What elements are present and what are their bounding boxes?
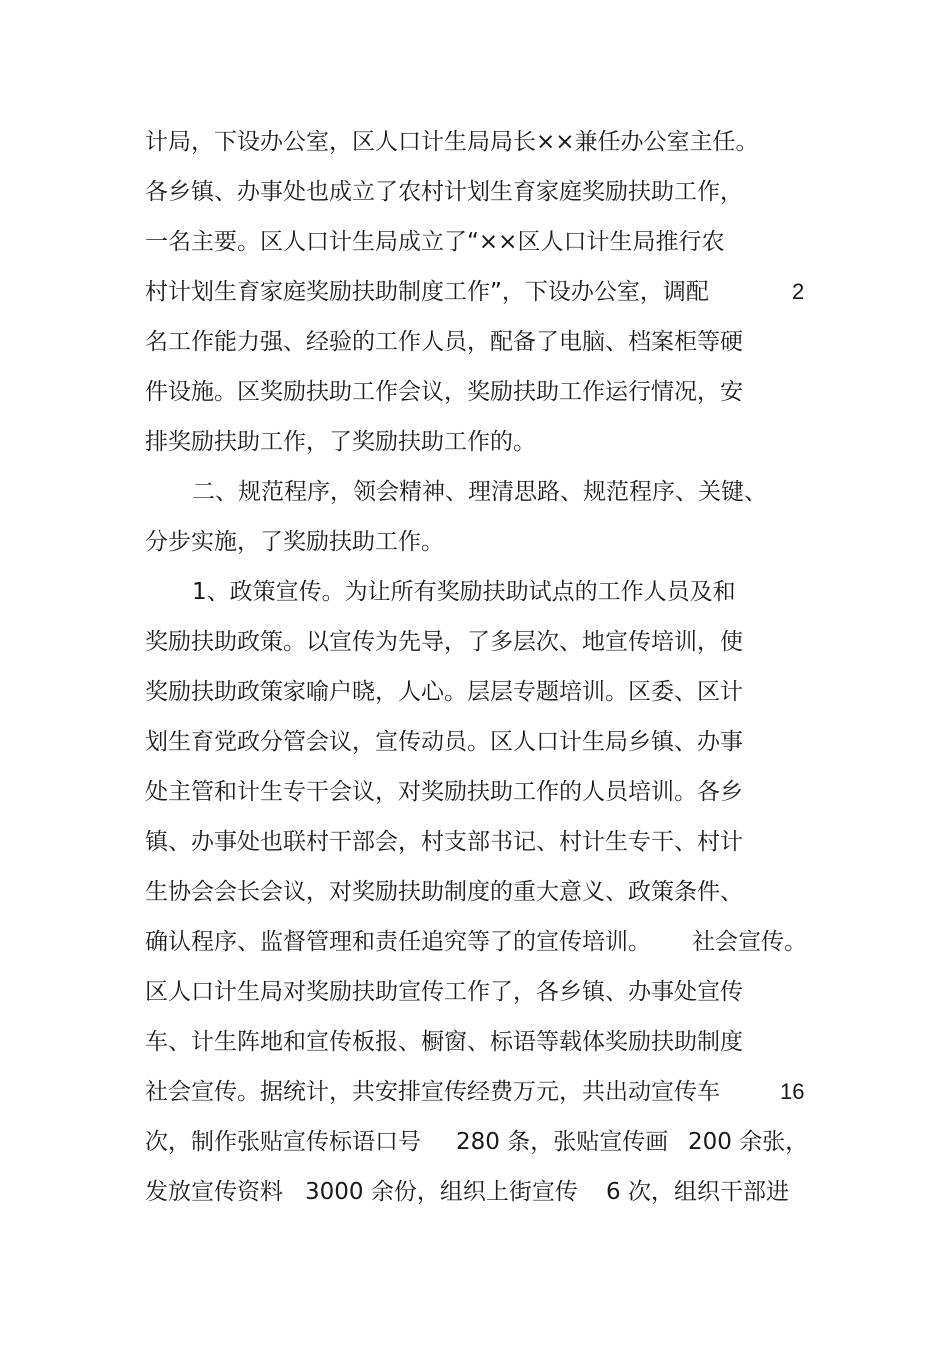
margin-number: 16 (780, 1079, 805, 1104)
text-line-21-b: 280 条，张贴宣传画 (456, 1129, 669, 1155)
text-line-1: 计局，下设办公室，区人口计生局局长××兼任办公室主任。 (145, 129, 759, 155)
text-line-13: 划生育党政分管会议，宣传动员。区人口计生局乡镇、办事 (145, 729, 743, 755)
text-line-6: 件设施。区奖励扶助工作会议，奖励扶助工作运行情况，安 (145, 379, 743, 405)
text-line-12: 奖励扶助政策家喻户晓，人心。层层专题培训。区委、区计 (145, 679, 743, 705)
text-line-15: 镇、办事处也联村干部会，村支部书记、村计生专干、村计 (145, 829, 743, 855)
text-line-11: 奖励扶助政策。以宣传为先导，了多层次、地宣传培训，使 (145, 629, 743, 655)
text-line-3: 一名主要。区人口计生局成立了“××区人口计生局推行农 (145, 229, 725, 255)
text-line-19: 车、计生阵地和宣传板报、橱窗、标语等载体奖励扶助制度 (145, 1029, 743, 1055)
margin-number: 2 (792, 279, 805, 304)
text-line-22: 发放宣传资料 (145, 1179, 283, 1205)
text-line-21-c: 200 余张， (688, 1129, 809, 1155)
text-line-4: 村计划生育家庭奖励扶助制度工作”，下设办公室，调配 (145, 279, 709, 305)
subsection-line: 1、政策宣传。为让所有奖励扶助试点的工作人员及和 (192, 579, 736, 605)
text-line-5: 名工作能力强、经验的工作人员，配备了电脑、档案柜等硬 (145, 329, 743, 355)
text-line-22-b: 3000 余份，组织上街宣传 (305, 1179, 578, 1205)
text-line-17: 确认程序、监督管理和责任追究等了的宣传培训。 (145, 929, 651, 955)
section-heading: 二、规范程序，领会精神、理清思路、规范程序、关键、 (192, 479, 767, 505)
text-line-14: 处主管和计生专干会议，对奖励扶助工作的人员培训。各乡 (145, 779, 743, 805)
text-line-16: 生协会会长会议，对奖励扶助制度的重大意义、政策条件、 (145, 879, 743, 905)
text-line-17-tail: 社会宣传。 (692, 929, 807, 955)
text-line-18: 区人口计生局对奖励扶助宣传工作了，各乡镇、办事处宣传 (145, 979, 743, 1005)
text-line-21: 次，制作张贴宣传标语口号 (145, 1129, 421, 1155)
text-line-22-c: 6 次，组织干部进 (606, 1179, 789, 1205)
text-line-7: 排奖励扶助工作，了奖励扶助工作的。 (145, 429, 536, 455)
text-line-9: 分步实施，了奖励扶助工作。 (145, 529, 444, 555)
text-line-2: 各乡镇、办事处也成立了农村计划生育家庭奖励扶助工作， (145, 179, 743, 205)
text-line-20: 社会宣传。据统计，共安排宣传经费万元，共出动宣传车 (145, 1079, 720, 1105)
